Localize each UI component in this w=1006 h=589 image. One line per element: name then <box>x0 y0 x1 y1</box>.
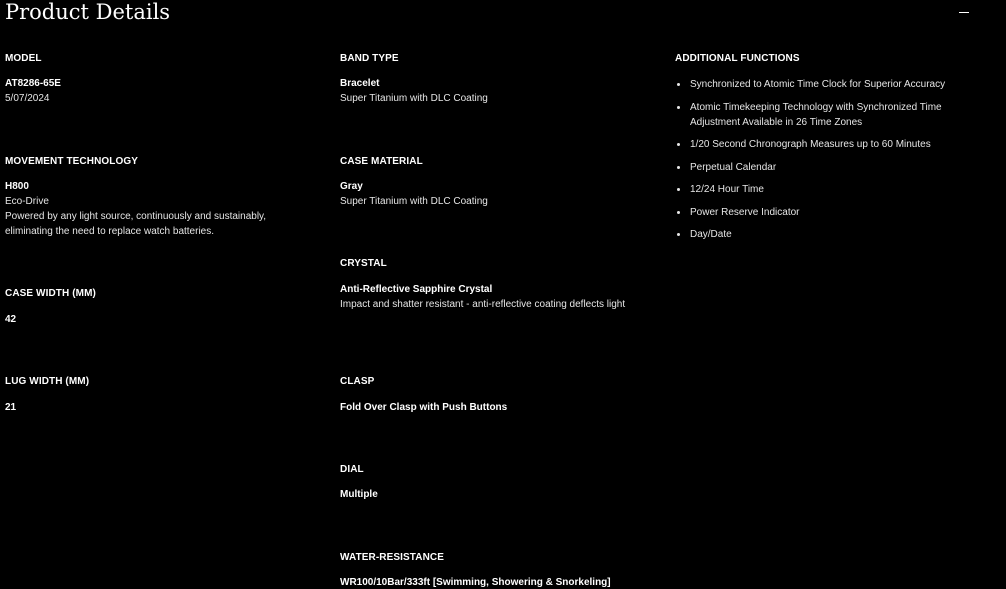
band-type-label: BAND TYPE <box>340 53 399 64</box>
function-text: Power Reserve Indicator <box>690 206 800 218</box>
list-item <box>675 100 975 130</box>
page-title: Product Details <box>5 0 171 24</box>
bullet-icon <box>677 106 680 109</box>
list-item <box>675 160 975 175</box>
bullet-icon <box>677 211 680 214</box>
model-label: MODEL <box>5 53 42 64</box>
dial-value: Multiple <box>340 489 378 500</box>
list-item <box>675 182 975 197</box>
bullet-icon <box>677 166 680 169</box>
bullet-icon <box>677 233 680 236</box>
movement-label: MOVEMENT TECHNOLOGY <box>5 156 139 167</box>
crystal-value: Anti-Reflective Sapphire Crystal <box>340 284 493 295</box>
case-material-sub: Super Titanium with DLC Coating <box>340 196 488 207</box>
bullet-icon <box>677 143 680 146</box>
dial-label: DIAL <box>340 464 364 475</box>
list-item <box>675 205 975 220</box>
function-text: Synchronized to Atomic Time Clock for Superior Accuracy <box>690 79 946 90</box>
additional-functions-label: ADDITIONAL FUNCTIONS <box>675 53 800 64</box>
case-material-label: CASE MATERIAL <box>340 156 423 167</box>
case-width-label: CASE WIDTH (MM) <box>5 288 96 299</box>
crystal-sub: Impact and shatter resistant - anti-reflective coating deflects light <box>340 299 626 310</box>
function-text: Perpetual Calendar <box>690 161 777 173</box>
crystal-label: CRYSTAL <box>340 258 387 269</box>
band-type-value: Bracelet <box>340 78 380 89</box>
list-item <box>675 77 975 92</box>
model-value: AT8286-65E <box>5 78 61 89</box>
function-text: Day/Date <box>690 229 732 240</box>
bullet-icon <box>677 188 680 191</box>
additional-functions-list <box>675 77 975 250</box>
function-text: 12/24 Hour Time <box>690 184 764 195</box>
model-date: 5/07/2024 <box>5 93 50 104</box>
band-type-sub: Super Titanium with DLC Coating <box>340 93 488 104</box>
minus-icon <box>959 12 969 13</box>
lug-width-value: 21 <box>5 402 17 413</box>
function-text: Atomic Timekeeping Technology with Synchronized Time Adjustment Available in 26 Time Zones <box>690 101 942 128</box>
bullet-icon <box>677 83 680 86</box>
case-width-value: 42 <box>5 314 17 325</box>
list-item <box>675 227 975 242</box>
function-text: 1/20 Second Chronograph Measures up to 60 Minutes <box>690 139 931 150</box>
movement-value: H800 <box>5 181 29 192</box>
movement-description: Powered by any light source, continuously and sustainably, eliminating the need to replace watch batteries. <box>5 211 267 237</box>
collapse-button[interactable] <box>955 2 973 22</box>
movement-sub: Eco-Drive <box>5 196 49 207</box>
water-resistance-value: WR100/10Bar/333ft [Swimming, Showering & Snorkeling] <box>340 577 611 588</box>
list-item <box>675 137 975 152</box>
water-resistance-label: WATER-RESISTANCE <box>340 552 445 563</box>
lug-width-label: LUG WIDTH (MM) <box>5 376 90 387</box>
clasp-value: Fold Over Clasp with Push Buttons <box>340 402 508 413</box>
case-material-value: Gray <box>340 181 363 192</box>
clasp-label: CLASP <box>340 376 375 387</box>
